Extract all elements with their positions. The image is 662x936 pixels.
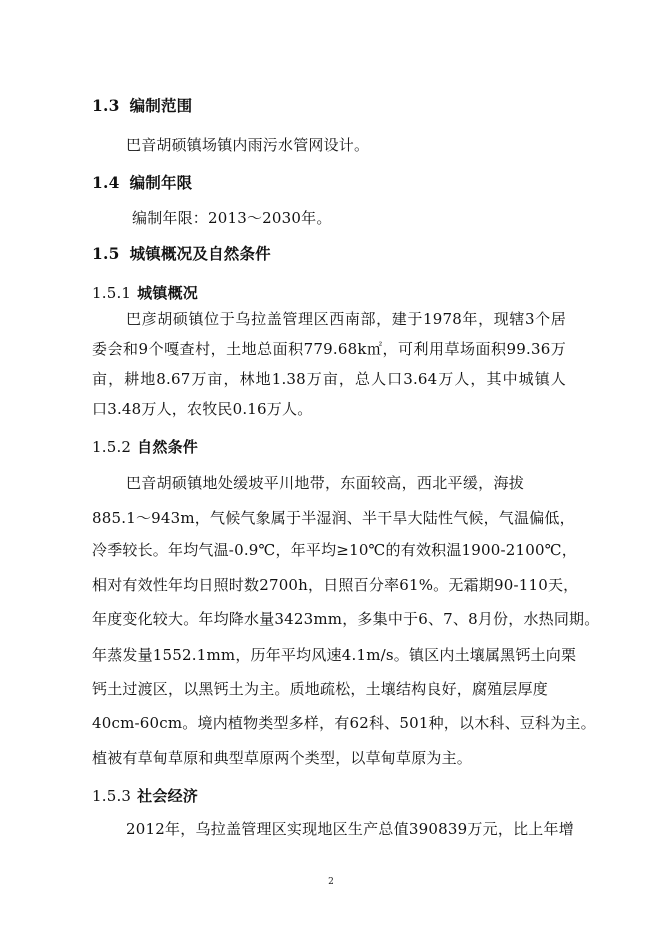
section-title: 编制年限 (129, 173, 193, 192)
paragraph-line: 2012年，乌拉盖管理区实现地区生产总值390839万元，比上年增 (126, 820, 574, 838)
section-number: 1.5 (92, 244, 120, 263)
subsection-title: 社会经济 (137, 787, 198, 805)
section-title: 城镇概况及自然条件 (129, 244, 271, 263)
paragraph-line: 口3.48万人，农牧民0.16万人。 (92, 400, 313, 418)
subsection-heading-1-5-1 (92, 283, 198, 303)
paragraph-line: 亩，耕地8.67万亩，林地1.38万亩，总人口3.64万人，其中城镇人 (92, 370, 566, 388)
paragraph-line: 巴彦胡硕镇位于乌拉盖管理区西南部，建于1978年，现辖3个居 (126, 310, 566, 328)
subsection-title: 自然条件 (137, 438, 198, 456)
section-number: 1.3 (92, 96, 120, 115)
paragraph-line: 委会和9个嘎查村，土地总面积779.68k㎡，可利用草场面积99.36万 (92, 340, 566, 358)
page-number: 2 (328, 877, 334, 887)
subsection-number: 1.5.2 (92, 438, 132, 456)
paragraph-line: 巴音胡硕镇地处缓坡平川地带，东面较高，西北平缓，海拔 (126, 474, 524, 492)
paragraph-line: 年蒸发量1552.1mm，历年平均风速4.1m/s。镇区内土壤属黑钙土向栗 (92, 646, 577, 664)
section-title: 编制范围 (129, 96, 193, 115)
subsection-number: 1.5.1 (92, 284, 132, 302)
paragraph-line: 年度变化较大。年均降水量3423mm，多集中于6、7、8月份，水热同期。 (92, 610, 600, 628)
subsection-heading-1-5-2 (92, 437, 198, 457)
subsection-title: 城镇概况 (137, 284, 198, 302)
section-number: 1.4 (92, 173, 120, 192)
paragraph-period: 编制年限：2013～2030年。 (132, 209, 332, 227)
section-heading-1-5 (92, 244, 271, 264)
paragraph-line: 885.1～943m，气候气象属于半湿润、半干旱大陆性气候，气温偏低， (92, 509, 575, 527)
section-heading-1-3 (92, 96, 192, 116)
paragraph-line: 相对有效性年均日照时数2700h，日照百分率61%。无霜期90-110天， (92, 576, 579, 594)
paragraph-line: 冷季较长。年均气温-0.9℃，年平均≥10℃的有效积温1900-2100℃， (92, 541, 577, 559)
paragraph-scope: 巴音胡硕镇场镇内雨污水管网设计。 (126, 136, 370, 154)
subsection-number: 1.5.3 (92, 787, 132, 805)
paragraph-line: 40cm-60cm。境内植物类型多样，有62科、501种，以木科、豆科为主。 (92, 714, 596, 732)
paragraph-line: 钙土过渡区，以黑钙土为主。质地疏松，土壤结构良好，腐殖层厚度 (92, 680, 549, 698)
subsection-heading-1-5-3 (92, 786, 198, 806)
paragraph-line: 植被有草甸草原和典型草原两个类型，以草甸草原为主。 (92, 749, 473, 767)
section-heading-1-4 (92, 173, 192, 193)
